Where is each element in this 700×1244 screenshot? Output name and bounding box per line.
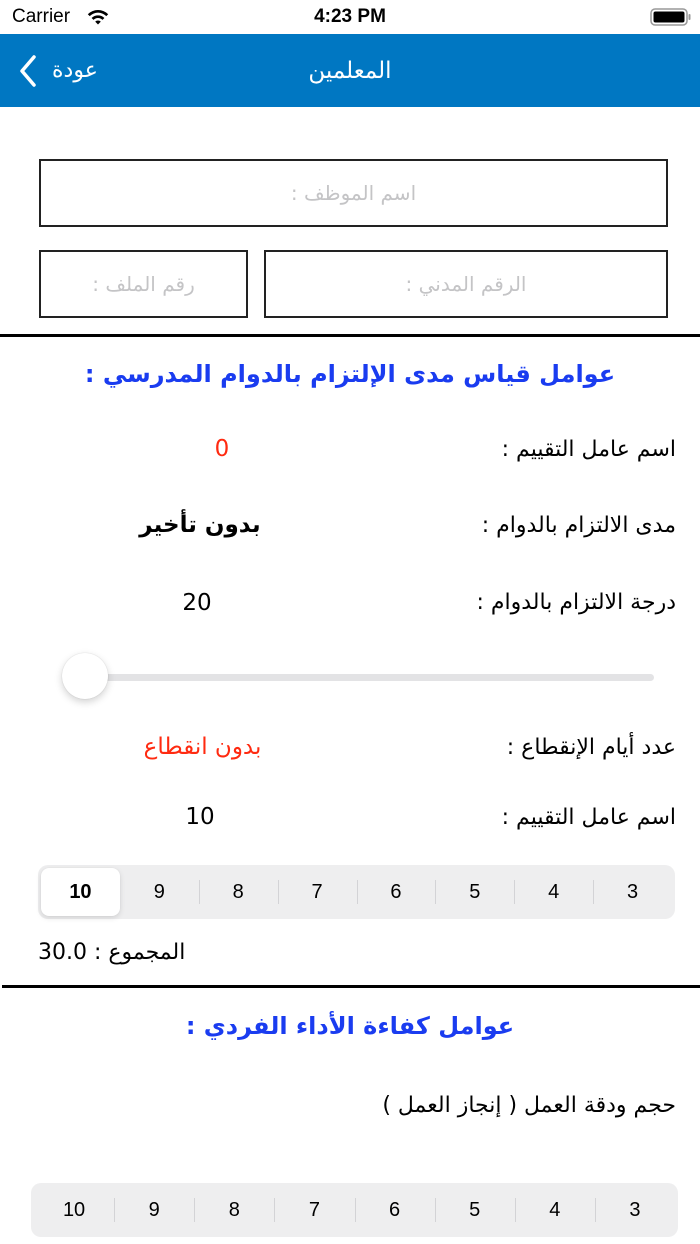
segment-9[interactable]: 9 [114,1186,194,1234]
segment-7[interactable]: 7 [274,1186,354,1234]
segment-5[interactable]: 5 [435,868,514,916]
section-divider [0,334,700,337]
segment-7[interactable]: 7 [278,868,357,916]
chevron-left-icon [18,54,38,88]
segment-4[interactable]: 4 [515,1186,595,1234]
file-number-field-container [39,250,248,318]
work-volume-accuracy-label: حجم ودقة العمل ( إنجاز العمل ) [382,1093,676,1118]
slider-thumb[interactable] [62,653,108,699]
employee-name-input[interactable] [41,161,666,225]
attendance-slider[interactable] [62,653,654,699]
evaluation-factor-label: اسم عامل التقييم : [501,437,676,462]
absence-days-label: عدد أيام الإنقطاع : [506,735,676,760]
segment-8[interactable]: 8 [199,868,278,916]
clock: 4:23 PM [314,6,386,27]
carrier-label: Carrier [12,6,71,27]
back-label: عودة [52,58,98,83]
performance-rating-segmented-control [31,1183,678,1237]
file-number-input[interactable] [41,252,246,316]
segment-3[interactable]: 3 [595,1186,675,1234]
navigation-bar [0,34,700,107]
rating-factor-value: 10 [185,804,215,830]
evaluation-factor-value: 0 [214,436,230,462]
segment-6[interactable]: 6 [355,1186,435,1234]
segment-10[interactable]: 10 [41,868,120,916]
employee-name-field-container [39,159,668,227]
segment-5[interactable]: 5 [435,1186,515,1234]
attendance-commitment-value: بدون تأخير [139,512,261,538]
absence-days-value: بدون انقطاع [143,734,262,760]
segment-10[interactable]: 10 [62,1198,86,1221]
attendance-commitment-label: مدى الالتزام بالدوام : [481,513,676,538]
civil-id-field-container [264,250,668,318]
attendance-score-label: درجة الالتزام بالدوام : [476,590,676,615]
rating-factor-label: اسم عامل التقييم : [501,805,676,830]
civil-id-input[interactable] [266,252,666,316]
attendance-section-heading: عوامل قياس مدى الإلتزام بالدوام المدرسي : [84,360,616,388]
total-score: المجموع : 30.0 [38,940,186,965]
status-bar [0,0,700,34]
performance-section-heading: عوامل كفاءة الأداء الفردي : [185,1012,515,1040]
segment-6[interactable]: 6 [357,868,436,916]
segment-8[interactable]: 8 [194,1186,274,1234]
segment-3[interactable]: 3 [593,868,672,916]
back-button[interactable] [18,34,98,107]
battery-full-icon [650,8,692,26]
attendance-score-value: 20 [182,590,212,616]
segment-9[interactable]: 9 [153,880,165,903]
page-title: المعلمين [308,57,392,84]
attendance-rating-segmented-control [38,865,675,919]
section-divider [2,985,700,988]
segment-4[interactable]: 4 [514,868,593,916]
slider-track [62,674,654,681]
